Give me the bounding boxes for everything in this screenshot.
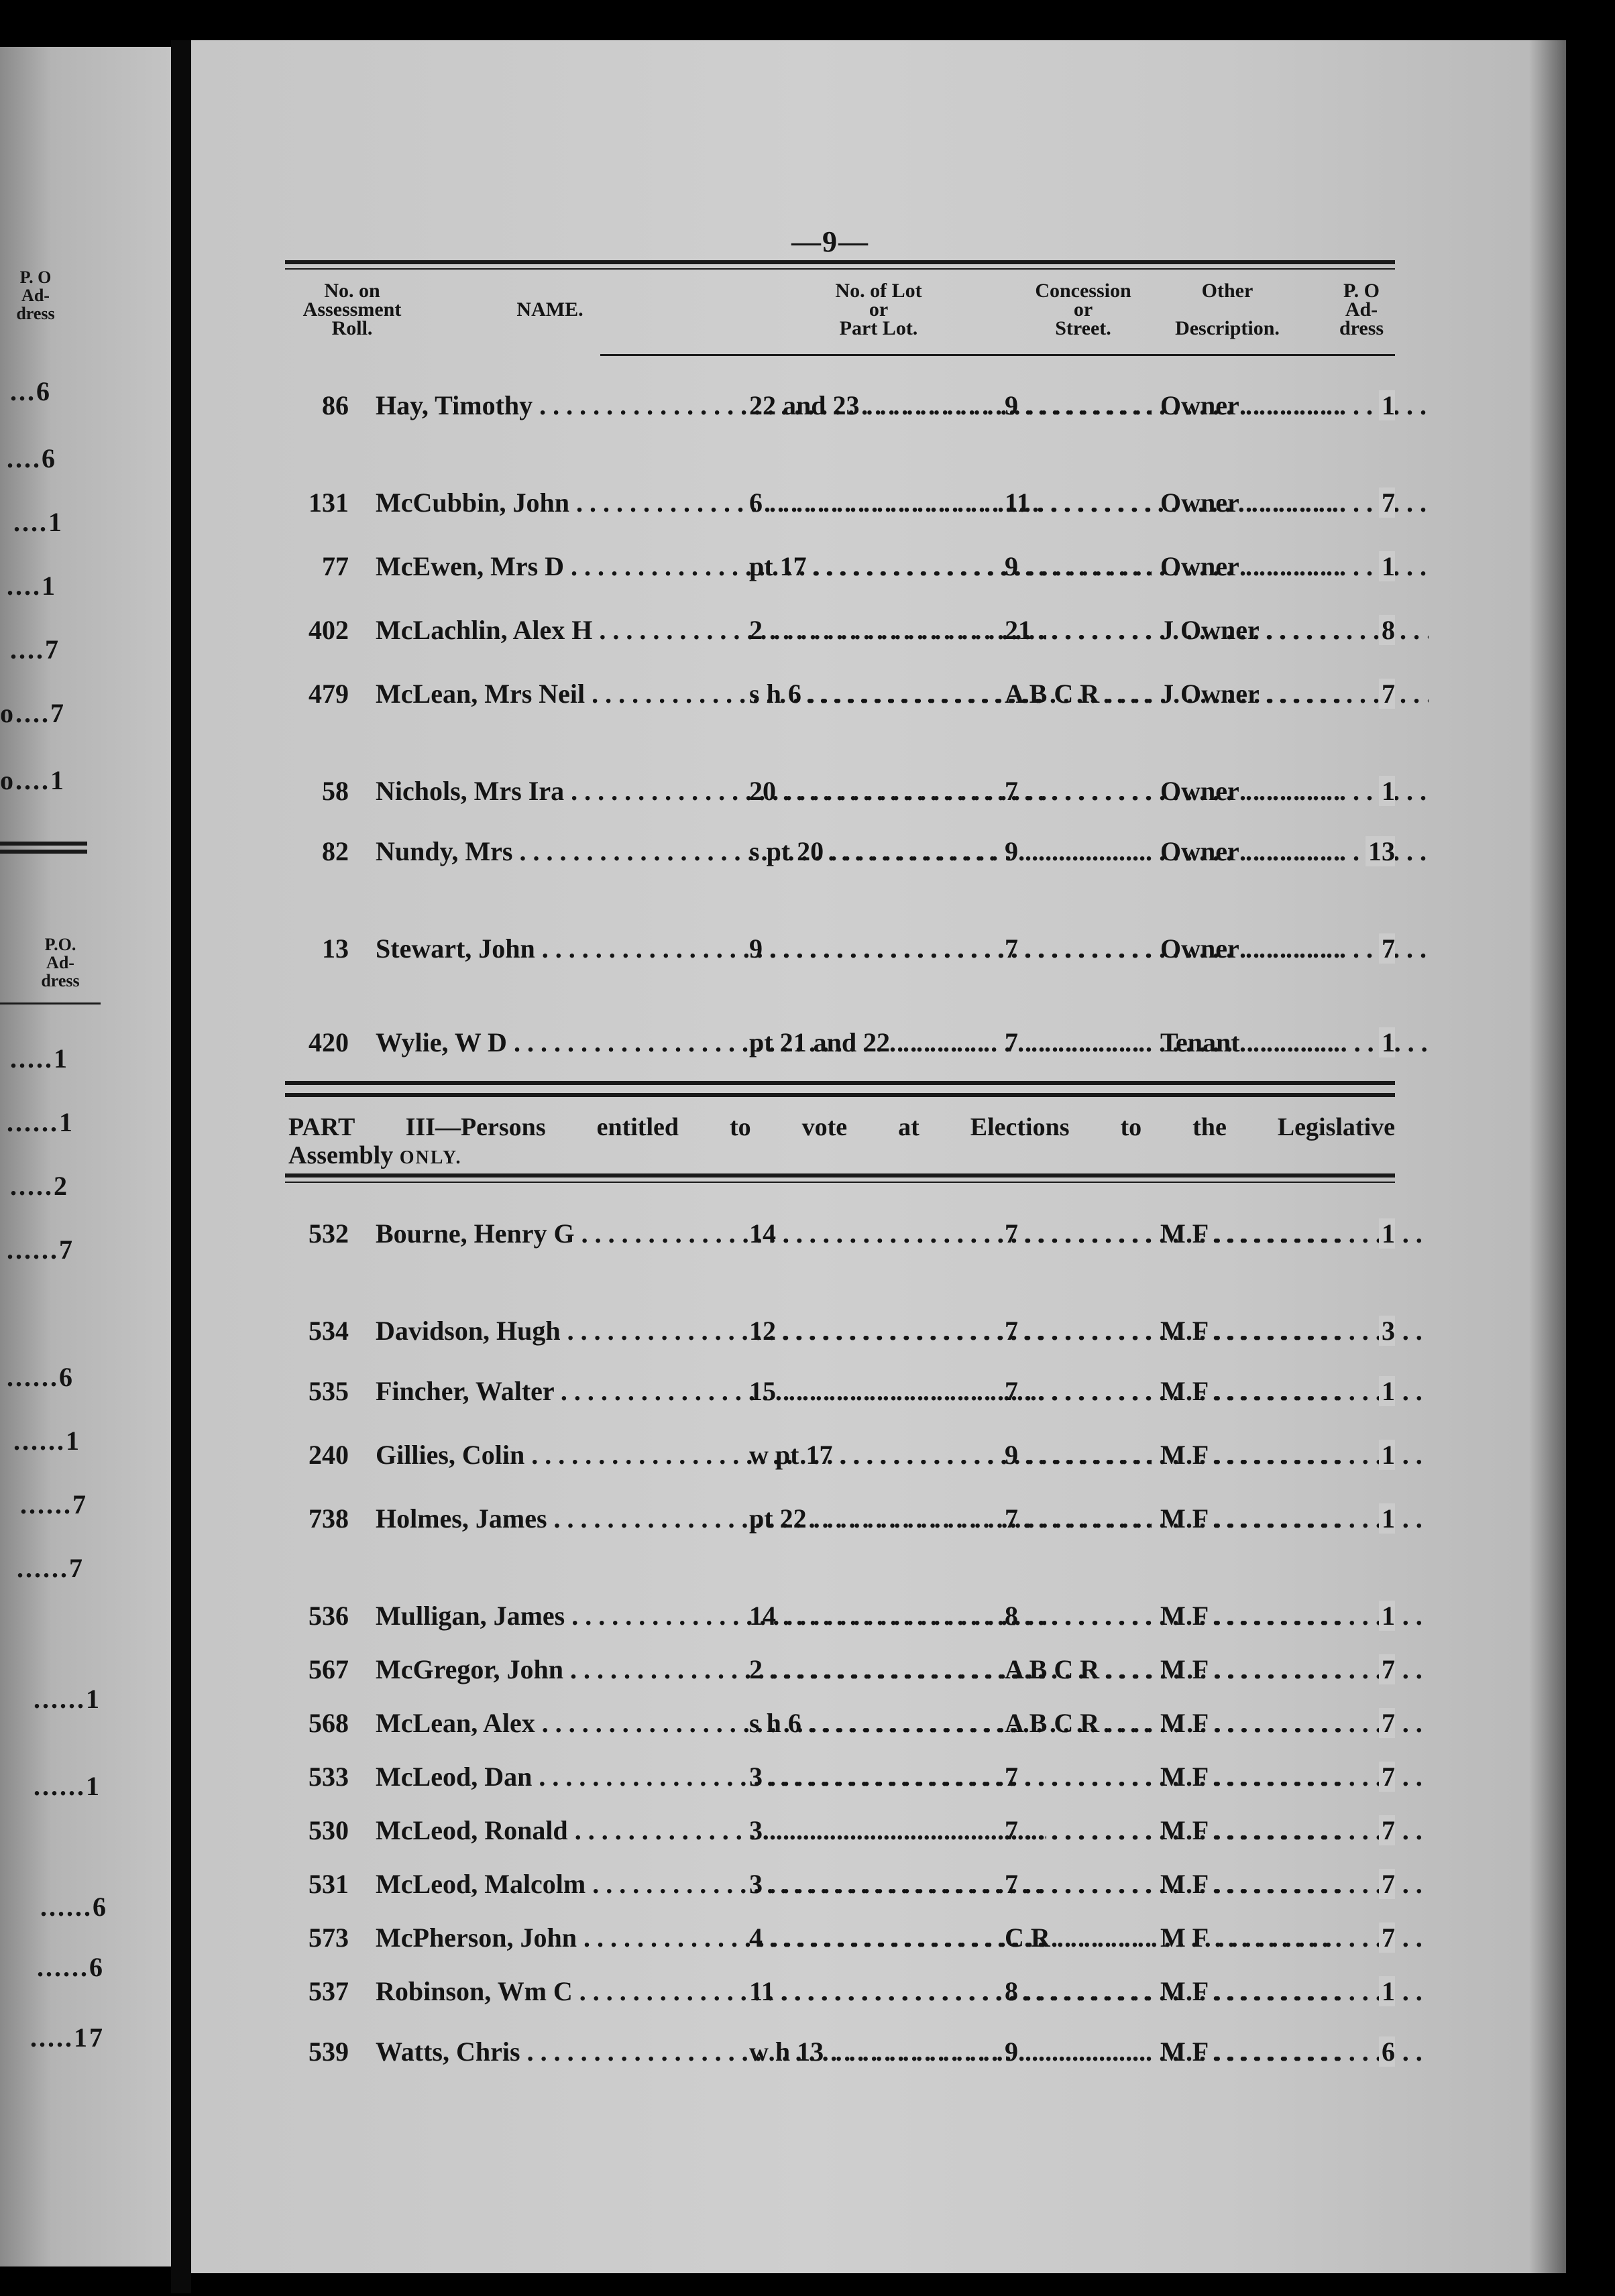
header-line: Part Lot. <box>839 317 918 339</box>
po-address <box>1291 389 1395 422</box>
lot-number: 6 . . . <box>749 486 1152 520</box>
left-page-fragment <box>0 47 171 2266</box>
description: M F . . . <box>1160 1814 1429 1847</box>
left-po-value: .....17 <box>30 2022 105 2053</box>
voter-name: McLachlin, Alex H . . . <box>376 614 1046 647</box>
concession: 7 . . . <box>1005 1217 1340 1251</box>
po-address-value: 1 <box>1379 1976 1395 2006</box>
voter-name: Robinson, Wm C . . . <box>376 1975 1046 2008</box>
page-edge-shadow <box>1529 40 1576 2273</box>
lot-number: pt 17 . . . <box>749 550 1152 583</box>
lot-number: 15 . . . <box>749 1375 1152 1408</box>
left-double-rule <box>0 842 87 846</box>
roll-number: 402 <box>309 615 349 645</box>
roll-number: 533 <box>309 1762 349 1792</box>
lot-number: 3 . . . <box>749 1760 1152 1794</box>
concession: 7 . . . <box>1005 1502 1340 1536</box>
concession: C R . . . <box>1005 1921 1340 1955</box>
lot-number: 11 . . . <box>749 1975 1152 2008</box>
table-row <box>285 550 1398 583</box>
description: Owner . . . <box>1160 389 1429 422</box>
po-address <box>1291 1921 1395 1955</box>
table-row <box>285 1814 1398 1847</box>
left-po-value: ......7 <box>17 1553 85 1583</box>
voter-name: McEwen, Mrs D . . . <box>376 550 1046 583</box>
voter-name: Bourne, Henry G . . . <box>376 1217 1046 1251</box>
roll-number: 530 <box>309 1815 349 1845</box>
po-address-value: 7 <box>1379 1815 1395 1845</box>
roll-number: 82 <box>322 836 349 866</box>
header-line: or <box>1073 298 1093 321</box>
po-address-value: 3 <box>1379 1316 1395 1346</box>
left-po-value: ....1 <box>7 571 57 601</box>
lot-number: pt 22 . . . <box>749 1502 1152 1536</box>
voter-name: Davidson, Hugh . . . <box>376 1314 1046 1348</box>
left-header-line: dress <box>41 971 80 990</box>
concession: 21 . . . <box>1005 614 1340 647</box>
left-po-value: ......1 <box>34 1771 101 1801</box>
po-address <box>1291 1375 1395 1408</box>
po-address <box>1291 1502 1395 1536</box>
po-address-value: 1 <box>1379 1601 1395 1631</box>
po-address <box>1291 550 1395 583</box>
part-three-heading-line1: PART III—Persons entitled to vote at Elections to the Legislative <box>288 1113 1395 1141</box>
description: M F . . . <box>1160 1217 1429 1251</box>
lot-number: 20 . . . <box>749 774 1152 808</box>
description: M F . . . <box>1160 1438 1429 1472</box>
voter-name: Stewart, John . . . <box>376 932 1046 966</box>
roll-number: 567 <box>309 1654 349 1684</box>
voter-name: McCubbin, John . . . <box>376 486 1046 520</box>
left-po-value: .....1 <box>10 1043 69 1074</box>
table-row <box>285 1026 1398 1059</box>
concession: 9 . . . <box>1005 2035 1340 2069</box>
left-po-value: ......7 <box>7 1235 74 1265</box>
book-spine <box>171 40 191 2293</box>
lot-number: 2 . . . <box>749 614 1152 647</box>
concession: 7 . . . <box>1005 1868 1340 1901</box>
roll-number: 536 <box>309 1601 349 1631</box>
left-po-value: ....1 <box>13 507 64 537</box>
po-address-value: 7 <box>1379 487 1395 518</box>
po-address-value: 7 <box>1379 1869 1395 1899</box>
concession: 7 . . . <box>1005 932 1340 966</box>
left-po-value: ......6 <box>40 1892 108 1922</box>
po-address-value: 1 <box>1379 390 1395 420</box>
part-three-heading <box>288 1113 1395 1172</box>
table-row <box>285 932 1398 966</box>
left-po-value: o....1 <box>0 765 66 795</box>
header-top-rule <box>285 260 1395 264</box>
concession: 7 . . . <box>1005 1026 1340 1059</box>
header-line: Assessment <box>302 298 402 321</box>
header-name: NAME. <box>516 298 583 321</box>
header-description <box>1154 282 1301 338</box>
description: M F . . . <box>1160 2035 1429 2069</box>
voter-name: McGregor, John . . . <box>376 1653 1046 1686</box>
po-address-value: 1 <box>1379 1440 1395 1470</box>
left-po-value: ......1 <box>34 1684 101 1714</box>
description: M F . . . <box>1160 1375 1429 1408</box>
part-three-rule-thin <box>285 1182 1395 1183</box>
part-three-rule <box>285 1173 1395 1178</box>
header-line: Concession <box>1035 280 1131 302</box>
roll-number: 13 <box>322 933 349 964</box>
table-row <box>285 1707 1398 1740</box>
voter-name: McLean, Alex . . . <box>376 1707 1046 1740</box>
roll-number: 131 <box>309 487 349 518</box>
concession: 11 . . . <box>1005 486 1340 520</box>
header-concession <box>1006 282 1160 338</box>
voter-name: Nichols, Mrs Ira . . . <box>376 774 1046 808</box>
table-row <box>285 835 1398 868</box>
voter-name: Nundy, Mrs . . . <box>376 835 1046 868</box>
po-address-value: 1 <box>1379 551 1395 581</box>
voter-name: McPherson, John . . . <box>376 1921 1046 1955</box>
table-row <box>285 1921 1398 1955</box>
po-address-value: 8 <box>1379 615 1395 645</box>
header-roll-no <box>285 282 419 338</box>
left-po-value: ......1 <box>13 1426 81 1456</box>
lot-number: 12 . . . <box>749 1314 1152 1348</box>
left-header-line: Ad- <box>21 286 50 305</box>
concession: 8 . . . <box>1005 1975 1340 2008</box>
header-line: Other <box>1201 280 1254 302</box>
roll-number: 738 <box>309 1503 349 1534</box>
roll-number: 479 <box>309 679 349 709</box>
roll-number: 537 <box>309 1976 349 2006</box>
po-address <box>1291 1653 1395 1686</box>
table-row <box>285 1438 1398 1472</box>
left-po-value: ....7 <box>10 634 60 665</box>
table-row <box>285 1217 1398 1251</box>
po-address <box>1291 2035 1395 2069</box>
table-row <box>285 486 1398 520</box>
lot-number: s h 6 . . . <box>749 1707 1152 1740</box>
roll-number: 531 <box>309 1869 349 1899</box>
voter-name: Wylie, W D . . . <box>376 1026 1046 1059</box>
concession: 7 . . . <box>1005 1760 1340 1794</box>
po-address-value: 1 <box>1379 1218 1395 1249</box>
concession: 9 . . . <box>1005 1438 1340 1472</box>
left-header-line: Ad- <box>46 953 74 972</box>
roll-number: 240 <box>309 1440 349 1470</box>
header-line: No. on <box>324 280 380 302</box>
po-address <box>1291 774 1395 808</box>
po-address-value: 7 <box>1379 1762 1395 1792</box>
po-address <box>1291 835 1395 868</box>
po-address-value: 7 <box>1379 1922 1395 1953</box>
left-po-value: ....6 <box>7 443 57 473</box>
lot-number: w h 13 . . . <box>749 2035 1152 2069</box>
lot-number: w pt 17 . . . <box>749 1438 1152 1472</box>
table-row <box>285 1599 1398 1633</box>
concession: 7 . . . <box>1005 1375 1340 1408</box>
table-row <box>285 677 1398 711</box>
part-three-heading-only: ONLY. <box>399 1147 462 1168</box>
po-address <box>1291 932 1395 966</box>
roll-number: 534 <box>309 1316 349 1346</box>
header-line: or <box>869 298 889 321</box>
po-address-value: 1 <box>1379 1376 1395 1406</box>
left-po-value: ......1 <box>7 1107 74 1137</box>
lot-number: s h 6 . . . <box>749 677 1152 711</box>
po-address <box>1291 1314 1395 1348</box>
voter-name: McLeod, Ronald . . . <box>376 1814 1046 1847</box>
part-three-heading-assembly: Assembly <box>288 1141 394 1169</box>
left-po-value: ......6 <box>7 1362 74 1392</box>
description: M F . . . <box>1160 1314 1429 1348</box>
description: M F . . . <box>1160 1760 1429 1794</box>
voter-name: Gillies, Colin . . . <box>376 1438 1046 1472</box>
lot-number: 2 . . . <box>749 1653 1152 1686</box>
description: M F . . . <box>1160 1707 1429 1740</box>
table-row <box>285 1653 1398 1686</box>
description: M F . . . <box>1160 1502 1429 1536</box>
lot-number: 3 . . . <box>749 1868 1152 1901</box>
po-address <box>1291 1760 1395 1794</box>
header-line: Ad- <box>1345 298 1378 321</box>
po-address <box>1291 1868 1395 1901</box>
description: J Owner . . . <box>1160 677 1429 711</box>
description: Owner . . . <box>1160 486 1429 520</box>
voter-name: McLeod, Dan . . . <box>376 1760 1046 1794</box>
left-header-line: P.O. <box>44 935 76 954</box>
header-line: Roll. <box>331 317 373 339</box>
roll-number: 539 <box>309 2036 349 2067</box>
part-three-heading-line2 <box>288 1141 1395 1172</box>
po-address-value: 1 <box>1379 1503 1395 1534</box>
header-line: dress <box>1339 317 1384 339</box>
concession: 7 . . . <box>1005 1814 1340 1847</box>
description: Tenant . . . <box>1160 1026 1429 1059</box>
description: M F . . . <box>1160 1868 1429 1901</box>
description: M F . . . <box>1160 1921 1429 1955</box>
roll-number: 573 <box>309 1922 349 1953</box>
description: M F . . . <box>1160 1599 1429 1633</box>
left-po-value: o....7 <box>0 698 66 728</box>
left-double-rule <box>0 850 87 854</box>
left-po-value: .....2 <box>10 1171 69 1201</box>
description: Owner . . . <box>1160 835 1429 868</box>
left-po-value: ......7 <box>20 1489 88 1519</box>
po-address-value: 1 <box>1379 1027 1395 1057</box>
po-address-value: 13 <box>1366 836 1395 866</box>
voter-name: Hay, Timothy . . . <box>376 389 1046 422</box>
page-number: —9— <box>791 225 869 258</box>
po-address <box>1291 1026 1395 1059</box>
po-address <box>1291 1217 1395 1251</box>
lot-number: 9 . . . <box>749 932 1152 966</box>
concession: A B C R . . . <box>1005 1653 1340 1686</box>
voter-name: Watts, Chris . . . <box>376 2035 1046 2069</box>
lot-number: pt 21 and 22 . . . <box>749 1026 1152 1059</box>
po-address <box>1291 1438 1395 1472</box>
left-po-header-2 <box>30 935 91 990</box>
po-address <box>1291 1599 1395 1633</box>
table-row <box>285 1375 1398 1408</box>
section-double-rule <box>285 1081 1395 1085</box>
table-row <box>285 1760 1398 1794</box>
voter-name: Fincher, Walter . . . <box>376 1375 1046 1408</box>
po-address <box>1291 1814 1395 1847</box>
description: M F . . . <box>1160 1653 1429 1686</box>
lot-number: s pt 20 . . . <box>749 835 1152 868</box>
po-address <box>1291 486 1395 520</box>
po-address <box>1291 1707 1395 1740</box>
left-po-value: ......6 <box>37 1952 105 1982</box>
po-address <box>1291 1975 1395 2008</box>
table-row <box>285 614 1398 647</box>
lot-number: 3 . . . <box>749 1814 1152 1847</box>
table-row <box>285 1868 1398 1901</box>
voter-name: Holmes, James . . . <box>376 1502 1046 1536</box>
left-rule <box>0 1002 101 1005</box>
description: M F . . . <box>1160 1975 1429 2008</box>
concession: 9 . . . <box>1005 550 1340 583</box>
po-address-value: 7 <box>1379 1708 1395 1738</box>
table-row <box>285 389 1398 422</box>
roll-number: 77 <box>322 551 349 581</box>
po-address <box>1291 677 1395 711</box>
table-row <box>285 1502 1398 1536</box>
concession: 9 . . . <box>1005 389 1340 422</box>
header-line: Description. <box>1175 317 1280 339</box>
voter-name: Mulligan, James . . . <box>376 1599 1046 1633</box>
description: Owner . . . <box>1160 550 1429 583</box>
concession: A B C R . . . <box>1005 677 1340 711</box>
left-po-header-1 <box>5 268 66 323</box>
voter-name: McLean, Mrs Neil . . . <box>376 677 1046 711</box>
roll-number: 58 <box>322 776 349 806</box>
concession: 7 . . . <box>1005 774 1340 808</box>
po-address-value: 7 <box>1379 1654 1395 1684</box>
left-header-line: dress <box>16 304 55 323</box>
po-address <box>1291 614 1395 647</box>
lot-number: 14 . . . <box>749 1599 1152 1633</box>
po-address-value: 7 <box>1379 679 1395 709</box>
description: Owner . . . <box>1160 774 1429 808</box>
roll-number: 532 <box>309 1218 349 1249</box>
header-line: P. O <box>1343 280 1380 302</box>
po-address-value: 1 <box>1379 776 1395 806</box>
header-line: No. of Lot <box>835 280 922 302</box>
lot-number: 14 . . . <box>749 1217 1152 1251</box>
roll-number: 420 <box>309 1027 349 1057</box>
roll-number: 86 <box>322 390 349 420</box>
header-bottom-rule <box>600 354 1395 356</box>
concession: 8 . . . <box>1005 1599 1340 1633</box>
table-row <box>285 774 1398 808</box>
concession: A B C R . . . <box>1005 1707 1340 1740</box>
concession: 9 . . . <box>1005 835 1340 868</box>
table-row <box>285 1975 1398 2008</box>
header-po-address <box>1325 282 1398 338</box>
po-address-value: 7 <box>1379 933 1395 964</box>
description: J Owner . . . <box>1160 614 1429 647</box>
table-row <box>285 1314 1398 1348</box>
header-lot <box>795 282 962 338</box>
voter-name: McLeod, Malcolm . . . <box>376 1868 1046 1901</box>
lot-number: 4 . . . <box>749 1921 1152 1955</box>
roll-number: 568 <box>309 1708 349 1738</box>
roll-number: 535 <box>309 1376 349 1406</box>
po-address-value: 6 <box>1379 2036 1395 2067</box>
table-row <box>285 2035 1398 2069</box>
left-header-line: P. O <box>19 268 52 287</box>
concession: 7 . . . <box>1005 1314 1340 1348</box>
description: Owner . . . <box>1160 932 1429 966</box>
lot-number: 22 and 23 . . . <box>749 389 1152 422</box>
left-po-value: ...6 <box>10 376 52 406</box>
header-top-rule-thin <box>285 268 1395 270</box>
header-line: Street. <box>1055 317 1111 339</box>
section-double-rule <box>285 1093 1395 1097</box>
